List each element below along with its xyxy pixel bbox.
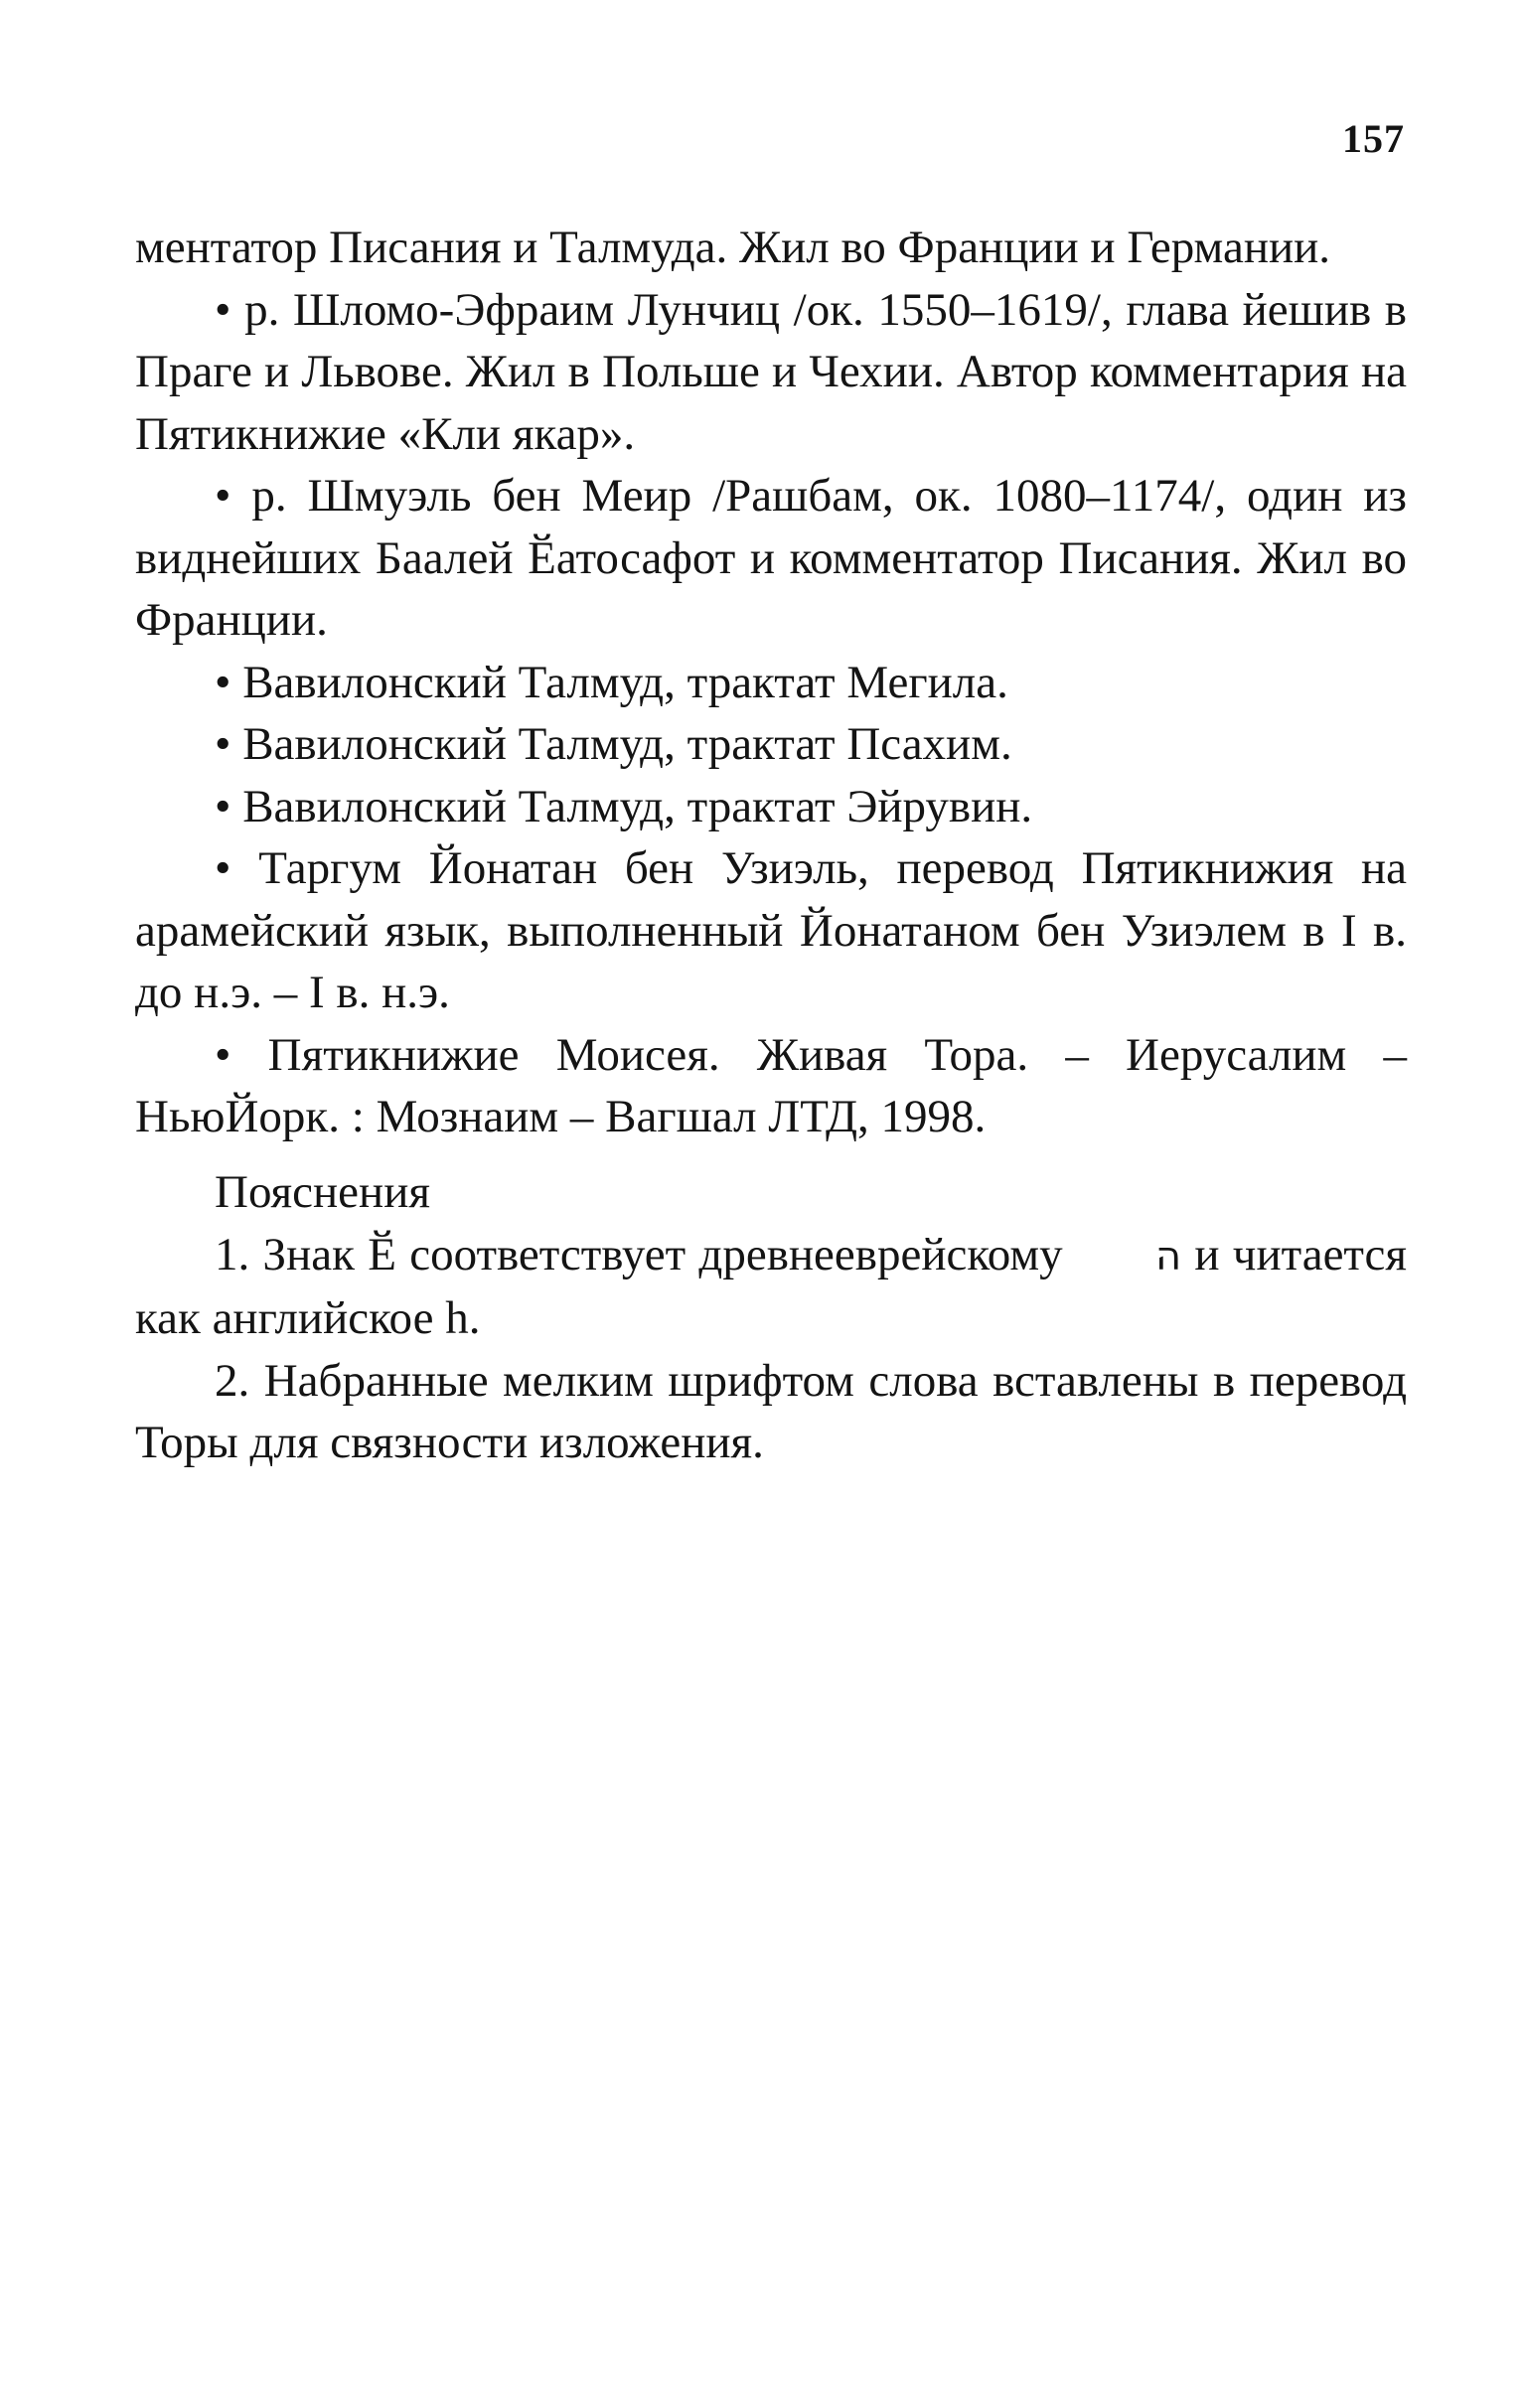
page-number: 157 xyxy=(1342,116,1405,161)
note-1-text-end: и читается как английское h. xyxy=(135,1228,1408,1344)
hebrew-he-glyph: ה xyxy=(1154,1233,1182,1279)
notes-section xyxy=(135,1161,1407,1474)
bibliography-continuation: ментатор Писания и Талмуда. Жил во Франции и Германии. xyxy=(135,222,1331,273)
bibliography-entry-pyatiknizhie: • Пятикнижие Моисея. Живая Тора. – Иерусалим – НьюЙорк. : Мознаим – Вагшал ЛТД, 1998. xyxy=(135,1028,1407,1142)
note-2: 2. Набранные мелким шрифтом слова вставлены в перевод Торы для связности изложения. xyxy=(135,1354,1407,1468)
bibliography-entry-psahim: • Вавилонский Талмуд, трактат Псахим. xyxy=(215,718,1012,770)
notes-heading: Пояснения xyxy=(215,1166,430,1218)
note-1 xyxy=(135,1224,1407,1350)
bibliography-entry-targum: • Таргум Йонатан бен Узиэль, перевод Пятикнижия на арамейский язык, выполненный Йонатаном бен Узиэлем в I в. до н.э. – I в. н.э. xyxy=(135,842,1407,1018)
bibliography-entry-rashbam: • р. Шмуэль бен Меир /Рашбам, ок. 1080–1174/, один из виднейших Баалей Ӗатосафот и комментатор Писания. Жил во Франции. xyxy=(135,470,1407,646)
bibliography-entry-eiruvin: • Вавилонский Талмуд, трактат Эйрувин. xyxy=(215,780,1033,832)
bibliography-entry-megila: • Вавилонский Талмуд, трактат Мегила. xyxy=(215,656,1008,708)
note-1-text-start: 1. Знак Ӗ соответствует древнееврейскому xyxy=(215,1228,1063,1280)
bibliography-section xyxy=(135,217,1407,1148)
bibliography-entry-lunchitz: • р. Шломо-Эфраим Лунчиц /ок. 1550–1619/, глава йешив в Праге и Львове. Жил в Польше и Чехии. Автор комментария на Пятикнижие «Кли якар». xyxy=(135,283,1407,460)
